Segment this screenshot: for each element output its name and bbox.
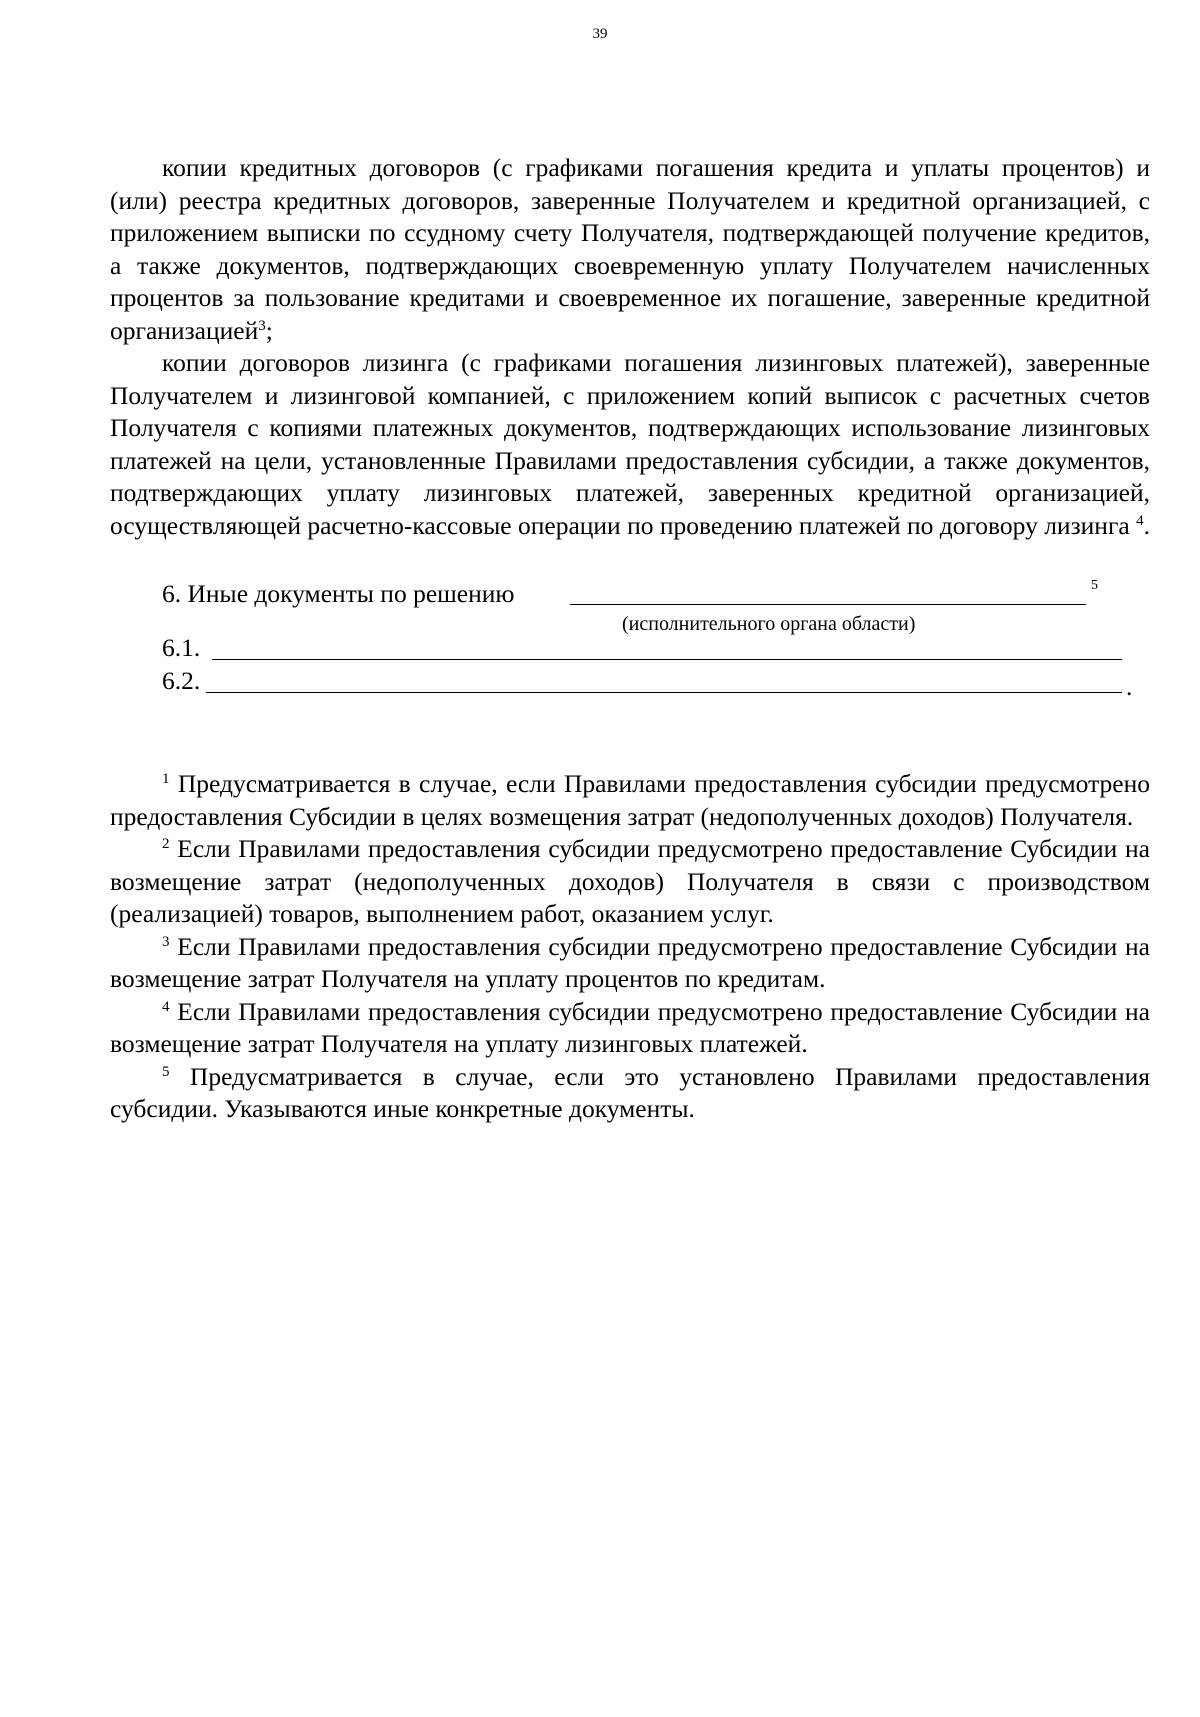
main-text [110, 152, 1150, 542]
item-6-2-fill-line [206, 692, 1122, 693]
footnote-mark: 2 [162, 836, 170, 852]
footnote-1 [110, 768, 1150, 833]
item-6-fill-line [570, 604, 1086, 605]
footnote-text: Если Правилами предоставления субсидии предусмотрено предоставление Субсидии на возмещение затрат Получателя на уплату лизинговых платежей. [110, 996, 1150, 1058]
footnote-mark: 5 [162, 1063, 170, 1080]
footnote-mark: 3 [162, 933, 170, 950]
footnote-ref: 4 [1136, 512, 1144, 529]
item-6-caption: (исполнительного органа области) [622, 613, 916, 635]
paragraph-text: копии кредитных договоров (с графиками погашения кредита и уплаты процентов) и (или) реестра кредитных договоров, заверенные Получателем и кредитной организацией, с приложением выписки по ссудному счету Получателя, подтверждающей получение кредитов, а также документов, подтверждающих своевременную уплату Получателем начисленных процентов за пользование кредитами и своевременное их погашение, заверенные кредитной организацией [110, 153, 1150, 345]
item-6-2-end-mark: . [1126, 672, 1133, 701]
footnote-ref: 5 [1091, 578, 1098, 593]
item-6-1-fill-line [212, 659, 1122, 660]
paragraph-credit-agreements [110, 152, 1150, 347]
footnote-text: Предусматривается в случае, если Правилами предоставления субсидии предусмотрено предоставления Субсидии в целях возмещения затрат (недополученных доходов) Получателя. [110, 769, 1150, 831]
footnote-ref: 3 [258, 317, 266, 334]
footnote-text: Предусматривается в случае, если это установлено Правилами предоставления субсидии. Указываются иные конкретные документы. [110, 1061, 1150, 1123]
item-6-label: 6. Иные документы по решению [162, 579, 515, 608]
footnote-5 [110, 1061, 1150, 1126]
footnote-text: Если Правилами предоставления субсидии предусмотрено предоставление Субсидии на возмещение затрат (недополученных доходов) Получателя в связи с производством (реализацией) товаров, выполнением работ, оказанием услуг. [110, 834, 1150, 928]
page-number: 39 [592, 26, 608, 42]
paragraph-leasing-agreements [110, 347, 1150, 542]
paragraph-tail: . [1143, 510, 1150, 540]
paragraph-tail: ; [265, 315, 273, 345]
footnote-mark: 1 [162, 771, 170, 787]
footnote-4 [110, 996, 1150, 1061]
footnote-mark: 4 [162, 998, 170, 1015]
item-6-1-label: 6.1. [162, 633, 201, 662]
footnote-text: Если Правилами предоставления субсидии предусмотрено предоставление Субсидии на возмещение затрат Получателя на уплату процентов по кредитам. [110, 931, 1150, 993]
paragraph-text: копии договоров лизинга (с графиками погашения лизинговых платежей), заверенные Получателем и лизинговой компанией, с приложением копий выписок с расчетных счетов Получателя с копиями платежных документов, подтверждающих использование лизинговых платежей на цели, установленные Правилами предоставления субсидии, а также документов, подтверждающих уплату лизинговых платежей, заверенных кредитной организацией, осуществляющей расчетно-кассовые операции по проведению платежей по договору лизинга [110, 348, 1150, 540]
footnotes [110, 768, 1150, 1126]
item-6-2-label: 6.2. [162, 666, 201, 695]
footnote-2 [110, 833, 1150, 931]
footnote-3 [110, 931, 1150, 996]
